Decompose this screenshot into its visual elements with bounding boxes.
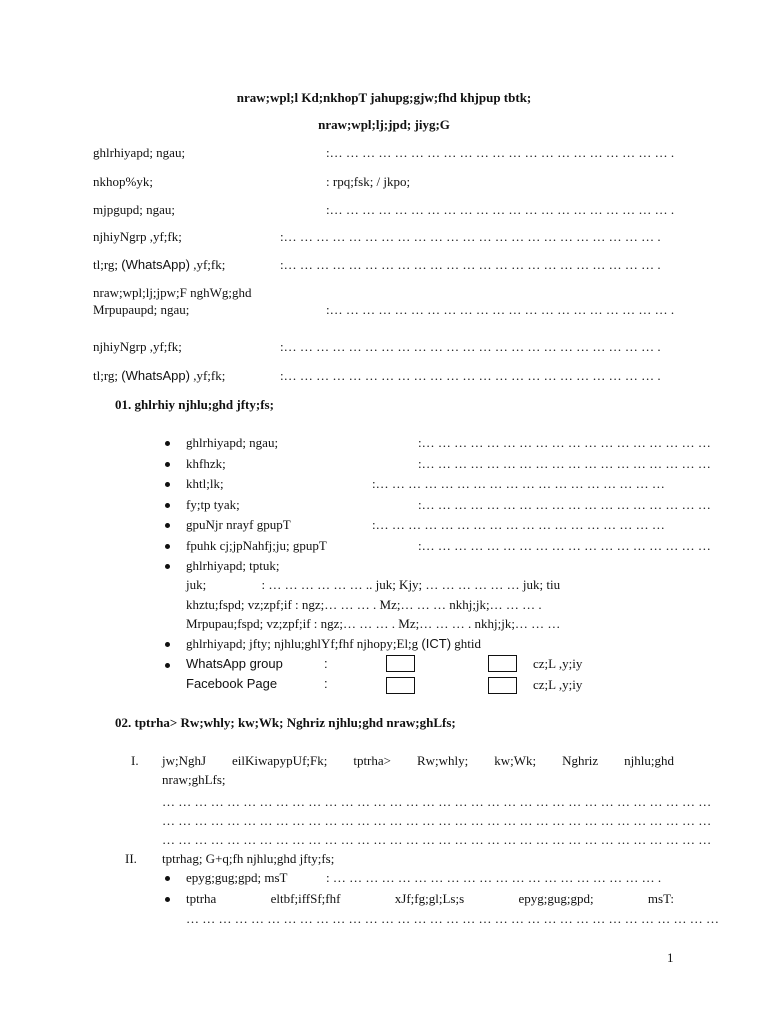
q1-word: njhlu;ghd: [624, 753, 674, 768]
ict-usage-part3: ghtid: [451, 636, 482, 651]
whatsapp-yes-checkbox[interactable]: [386, 655, 415, 672]
bullet-icon: [165, 564, 170, 569]
whatsapp-group-label: WhatsApp group: [186, 656, 283, 671]
phone-number-label: njhiyNgrp ,yf;fk;: [93, 229, 182, 244]
q1-word: eilKiwapypUf;Fk;: [232, 753, 328, 768]
s1-school-name-label: ghlrhiyapd; ngau;: [186, 435, 279, 450]
ict-usage-part2: (ICT): [421, 636, 452, 651]
allocated-land-line1: [186, 891, 674, 906]
teacher-in-charge-label-line2: Mrpupaupd; ngau;: [93, 302, 190, 317]
s1-divisional-secretariat-label: gpuNjr nrayf gpupT: [186, 517, 291, 532]
q2-word: tptrha: [186, 891, 217, 906]
section1-heading: 01. ghlrhiy njhlu;ghd jfty;fs;: [115, 397, 274, 412]
bullet-icon: [165, 876, 170, 881]
q1-word: kw;Wk;: [494, 753, 537, 768]
question-1-line1: [162, 753, 674, 768]
bullet-icon: [165, 897, 170, 902]
s1-school-details-label: ghlrhiyapd; tptuk;: [186, 558, 280, 573]
s1-district-field: :… … … … … … … … … … … … … … … … … …: [372, 476, 665, 491]
whatsapp-label-part2: (WhatsApp): [121, 257, 190, 272]
section2-heading: 02. tptrha> Rw;whly; kw;Wk; Nghriz njhlu;ghd nraw;ghLfs;: [115, 715, 456, 730]
facebook-page-label: Facebook Page: [186, 676, 278, 691]
q2-word: epyg;gug;gpd;: [518, 891, 594, 906]
grades-line: juk; : … … … … … … .. juk; Kjy; … … … … … … juk; tiu: [186, 577, 561, 592]
teacher-whatsapp-label-part3: ,yf;fk;: [189, 368, 226, 383]
s1-district-label: khtl;lk;: [186, 476, 224, 491]
question-2-label: tptrhag; G+q;fh njhlu;ghd jfty;fs;: [162, 851, 335, 866]
q2-word: xJf;fg;gl;Ls;s: [394, 891, 465, 906]
teacher-phone-label: njhiyNgrp ,yf;fk;: [93, 339, 182, 354]
principal-name-label: mjpgupd; ngau;: [93, 202, 175, 217]
bullet-icon: [165, 523, 170, 528]
facebook-page-colon: :: [324, 676, 328, 691]
facebook-yes-no-label: cz;L ,y;iy: [533, 677, 583, 692]
principal-name-field: :… … … … … … … … … … … … … … … … … … … … … .: [326, 202, 675, 217]
teacher-whatsapp-label-part1: tl;rg;: [93, 368, 122, 383]
bullet-icon: [165, 482, 170, 487]
teacher-whatsapp-label: [93, 368, 225, 383]
whatsapp-group-colon: :: [324, 656, 328, 671]
answer-dot-line: … … … … … … … … … … … … … … … … … … … … … … … … … … … … … … … … … …: [162, 832, 712, 847]
q2-word: msT:: [647, 891, 674, 906]
school-name-label: ghlrhiyapd; ngau;: [93, 145, 186, 160]
question-1-line2: nraw;ghLfs;: [162, 772, 226, 787]
whatsapp-yes-no-label: cz;L ,y;iy: [533, 656, 583, 671]
s1-school-name-field: :… … … … … … … … … … … … … … … … … …: [418, 435, 711, 450]
land-area-label: epyg;gug;gpd; msT: [186, 870, 288, 885]
q1-word: jw;NghJ: [162, 753, 207, 768]
s1-province-label: khfhzk;: [186, 456, 226, 471]
bullet-icon: [165, 441, 170, 446]
ict-usage-label: [186, 636, 481, 651]
bullet-icon: [165, 462, 170, 467]
q1-word: tptrha>: [353, 753, 391, 768]
medium-value: : rpq;fsk; / jkpo;: [326, 174, 411, 189]
ict-usage-part1: ghlrhiyapd; jfty; njhlu;ghlYf;fhf njhopy;El;g: [186, 636, 422, 651]
s1-education-zone-field: :… … … … … … … … … … … … … … … … … …: [418, 497, 711, 512]
bullet-icon: [165, 663, 170, 668]
project-title-heading: nraw;wpl;lj;jpd; jiyg;G: [318, 117, 450, 132]
bullet-icon: [165, 642, 170, 647]
facebook-yes-checkbox[interactable]: [386, 677, 415, 694]
roman-numeral-2: II.: [125, 851, 137, 866]
whatsapp-no-checkbox[interactable]: [488, 655, 517, 672]
s1-grama-niladhari-field: :… … … … … … … … … … … … … … … … … …: [418, 538, 711, 553]
bullet-icon: [165, 544, 170, 549]
allocated-land-field: … … … … … … … … … … … … … … … … … … … … … … … … … … … … … … … … …: [186, 911, 719, 926]
teacher-phone-field: :… … … … … … … … … … … … … … … … … … … … … … … .: [280, 339, 661, 354]
school-name-field: :… … … … … … … … … … … … … … … … … … … … … .: [326, 145, 675, 160]
whatsapp-number-field: :… … … … … … … … … … … … … … … … … … … … … … … .: [280, 257, 661, 272]
document-title: nraw;wpl;l Kd;nkhopT jahupg;gjw;fhd khjpup tbtk;: [236, 90, 532, 105]
student-count-line: khztu;fspd; vz;zpf;if : ngz;… … … . Mz;… … … nkhj;jk;… … … .: [186, 597, 542, 612]
roman-numeral-1: I.: [131, 753, 139, 768]
answer-dot-line: … … … … … … … … … … … … … … … … … … … … … … … … … … … … … … … … … …: [162, 794, 712, 809]
phone-number-field: :… … … … … … … … … … … … … … … … … … … … … … … .: [280, 229, 661, 244]
teacher-whatsapp-field: :… … … … … … … … … … … … … … … … … … … … … … … .: [280, 368, 661, 383]
answer-dot-line: … … … … … … … … … … … … … … … … … … … … … … … … … … … … … … … … … …: [162, 813, 712, 828]
whatsapp-label-part1: tl;rg;: [93, 257, 122, 272]
teacher-in-charge-label-line1: nraw;wpl;lj;jpw;F nghWg;ghd: [93, 285, 252, 300]
medium-label: nkhop%yk;: [93, 174, 153, 189]
whatsapp-number-label: [93, 257, 225, 272]
q1-word: Nghriz: [562, 753, 599, 768]
s1-education-zone-label: fy;tp tyak;: [186, 497, 240, 512]
teacher-count-line: Mrpupau;fspd; vz;zpf;if : ngz;… … … . Mz;… … … . nkhj;jk;… … …: [186, 616, 561, 631]
s1-province-field: :… … … … … … … … … … … … … … … … … …: [418, 456, 711, 471]
teacher-in-charge-field: :… … … … … … … … … … … … … … … … … … … … … .: [326, 302, 675, 317]
whatsapp-label-part3: ,yf;fk;: [189, 257, 226, 272]
q1-word: Rw;whly;: [416, 753, 469, 768]
s1-divisional-secretariat-field: :… … … … … … … … … … … … … … … … … …: [372, 517, 665, 532]
land-area-field: : … … … … … … … … … … … … … … … … … … … … .: [326, 870, 662, 885]
s1-grama-niladhari-label: fpuhk cj;jpNahfj;ju; gpupT: [186, 538, 327, 553]
teacher-whatsapp-label-part2: (WhatsApp): [121, 368, 190, 383]
facebook-no-checkbox[interactable]: [488, 677, 517, 694]
page-number: 1: [667, 950, 674, 965]
bullet-icon: [165, 503, 170, 508]
q2-word: eltbf;iffSf;fhf: [270, 891, 341, 906]
